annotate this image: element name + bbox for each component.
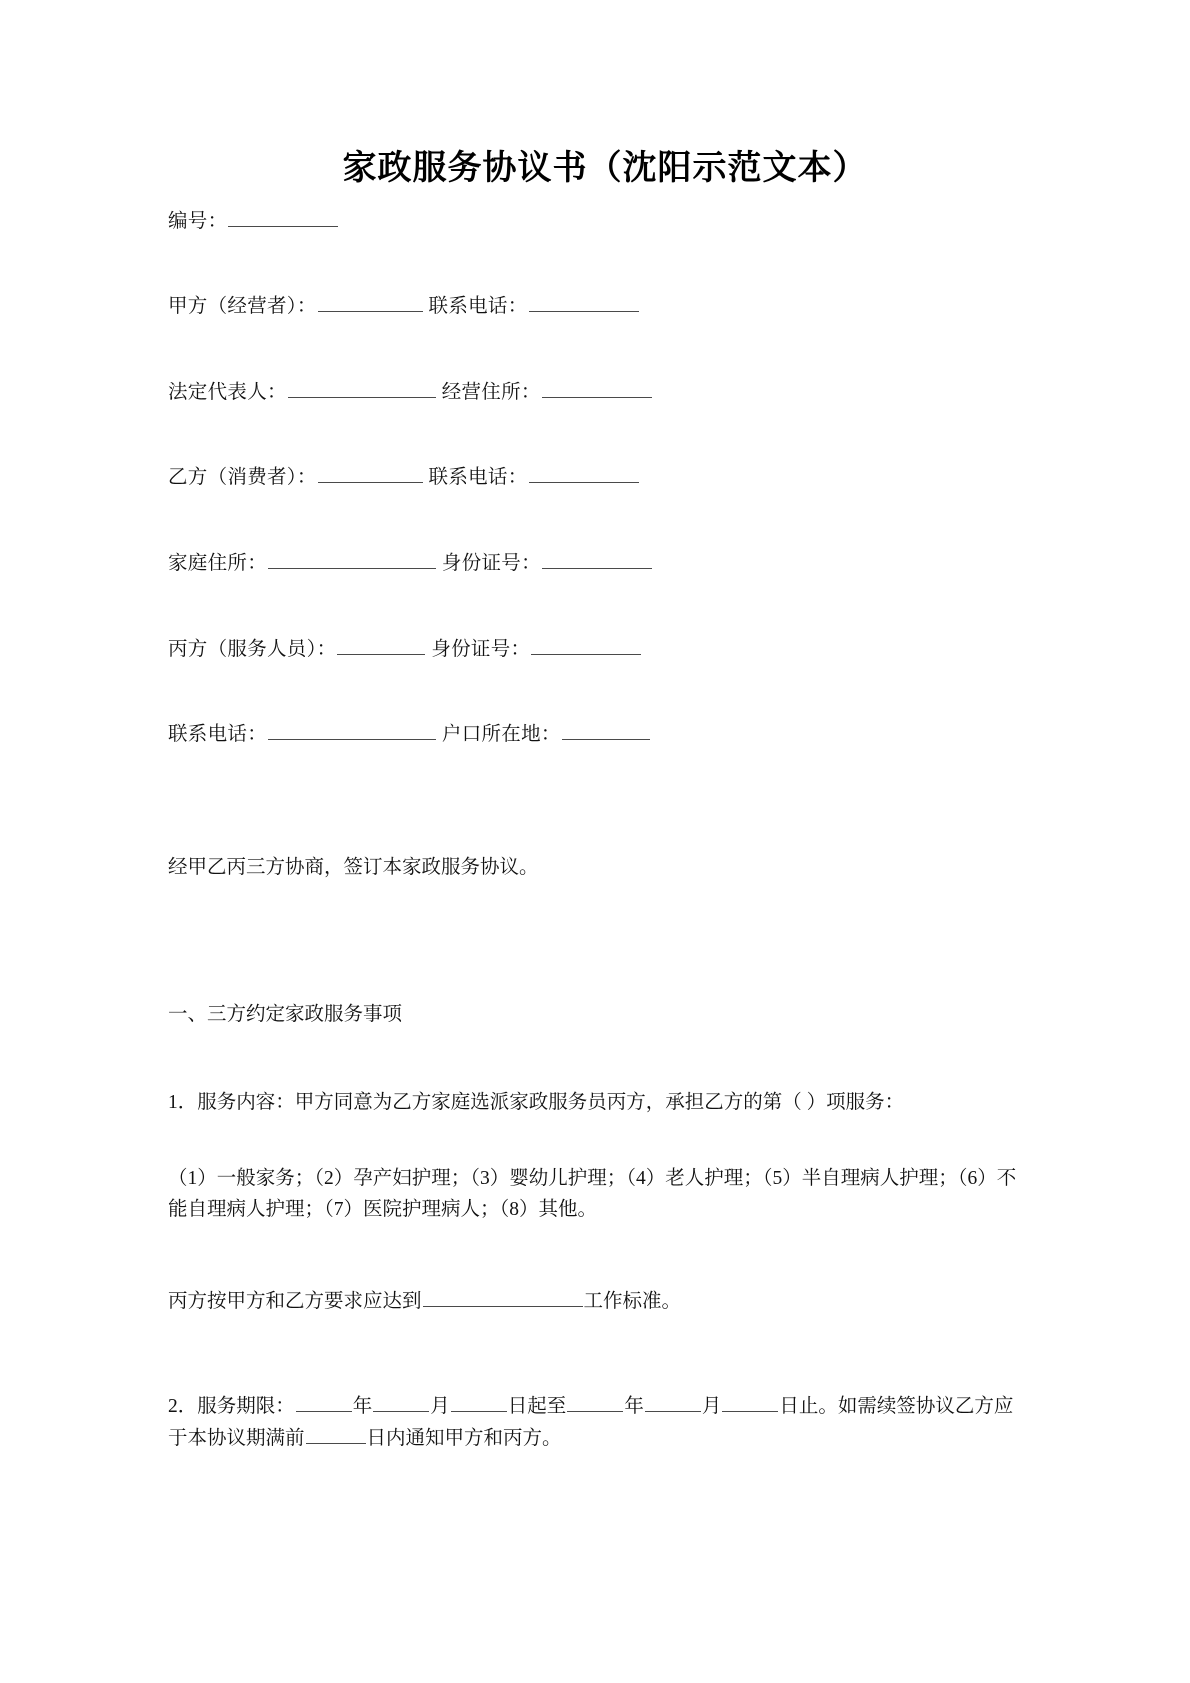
spacer-6	[168, 664, 1024, 720]
hukou-label: 户口所在地：	[441, 724, 561, 746]
party-b-row	[168, 463, 1024, 493]
renewal-notice-days-blank[interactable]	[306, 1424, 366, 1444]
service-term-prefix: 2．服务期限：	[168, 1396, 295, 1418]
start-year-unit: 年	[352, 1396, 373, 1418]
serial-number-blank[interactable]	[228, 207, 338, 227]
spacer-7b	[168, 822, 1024, 852]
spacer-5	[168, 579, 1024, 635]
party-b-blank[interactable]	[318, 464, 423, 484]
spacer-7	[168, 750, 1024, 822]
party-a-phone-blank[interactable]	[529, 293, 639, 313]
home-address-label: 家庭住所：	[168, 553, 268, 574]
party-c-id-label: 身份证号：	[431, 638, 531, 660]
hukou-blank[interactable]	[562, 721, 650, 741]
party-c-label: 丙方（服务人员）：	[168, 638, 337, 660]
spacer-3	[168, 407, 1024, 463]
business-address-blank[interactable]	[542, 378, 652, 398]
spacer-11	[168, 1226, 1024, 1270]
spacer-12b	[168, 1361, 1024, 1391]
spacer-9	[168, 1031, 1024, 1087]
party-b-label: 乙方（消费者）：	[168, 467, 317, 489]
party-b-phone-label: 联系电话：	[428, 467, 528, 489]
start-day-blank[interactable]	[451, 1393, 507, 1413]
end-day-unit: 日止。如需	[779, 1396, 877, 1418]
document-content	[168, 0, 1024, 1455]
spacer-4	[168, 493, 1024, 549]
spacer-11b	[168, 1270, 1024, 1286]
renewal-suffix: 日内通知甲方和丙方。	[366, 1427, 562, 1449]
party-c-row	[168, 635, 1024, 665]
work-standard-line	[168, 1286, 1024, 1318]
end-month-blank[interactable]	[645, 1393, 701, 1413]
party-b-id-blank[interactable]	[542, 549, 652, 569]
end-year-unit: 年	[624, 1396, 644, 1418]
party-a-label: 甲方（经营者）：	[168, 296, 317, 318]
party-b-phone-blank[interactable]	[529, 464, 639, 484]
spacer-10	[168, 1119, 1024, 1163]
spacer-after-title	[168, 191, 1024, 207]
party-a-phone-label: 联系电话：	[428, 296, 528, 318]
home-address-row	[168, 549, 1024, 579]
service-term-item	[168, 1391, 1024, 1454]
service-type-list: （1）一般家务；（2）孕产妇护理；（3）婴幼儿护理；（4）老人护理；（5）半自理病人护理；（6）不能自理病人护理；（7）医院护理病人；（8）其他。	[168, 1167, 1017, 1221]
start-month-unit: 月	[430, 1396, 450, 1418]
contact-hukou-row	[168, 720, 1024, 750]
legal-rep-blank[interactable]	[288, 378, 436, 398]
party-c-id-blank[interactable]	[531, 635, 641, 655]
legal-rep-label: 法定代表人：	[168, 381, 287, 403]
start-day-unit: 日起至	[507, 1396, 567, 1418]
home-address-blank[interactable]	[268, 549, 436, 569]
start-month-blank[interactable]	[373, 1393, 429, 1413]
end-year-blank[interactable]	[567, 1393, 623, 1413]
section-one-heading: 一、三方约定家政服务事项	[168, 1004, 403, 1026]
renewal-prefix: 续签协议乙方应于本协议期满前	[168, 1396, 1014, 1449]
work-standard-suffix: 工作标准。	[583, 1290, 682, 1312]
business-address-label: 经营住所：	[441, 381, 541, 403]
party-a-row	[168, 292, 1024, 322]
title-block	[168, 0, 1024, 191]
spacer-8	[168, 883, 1024, 955]
spacer-1	[168, 236, 1024, 292]
party-a-blank[interactable]	[318, 293, 423, 313]
party-c-phone-label: 联系电话：	[168, 724, 268, 746]
spacer-2	[168, 322, 1024, 378]
serial-number-label: 编号：	[168, 210, 228, 232]
party-c-blank[interactable]	[337, 635, 425, 655]
end-month-unit: 月	[701, 1396, 722, 1418]
work-standard-blank[interactable]	[423, 1287, 583, 1307]
serial-number-row	[168, 207, 1024, 237]
spacer-8b	[168, 955, 1024, 999]
work-standard-prefix: 丙方按甲方和乙方要求应达到	[168, 1290, 422, 1312]
service-content-item: 1．服务内容：甲方同意为乙方家庭选派家政服务员丙方，承担乙方的第（ ）项服务：	[168, 1092, 905, 1114]
party-c-phone-blank[interactable]	[268, 721, 436, 741]
party-b-id-label: 身份证号：	[441, 553, 541, 574]
start-year-blank[interactable]	[296, 1393, 352, 1413]
end-day-blank[interactable]	[722, 1393, 778, 1413]
legal-rep-row	[168, 378, 1024, 408]
page-title: 家政服务协议书（沈阳示范文本）	[342, 150, 868, 187]
intro-paragraph: 经甲乙丙三方协商，签订本家政服务协议。	[168, 856, 539, 878]
spacer-12	[168, 1317, 1024, 1361]
